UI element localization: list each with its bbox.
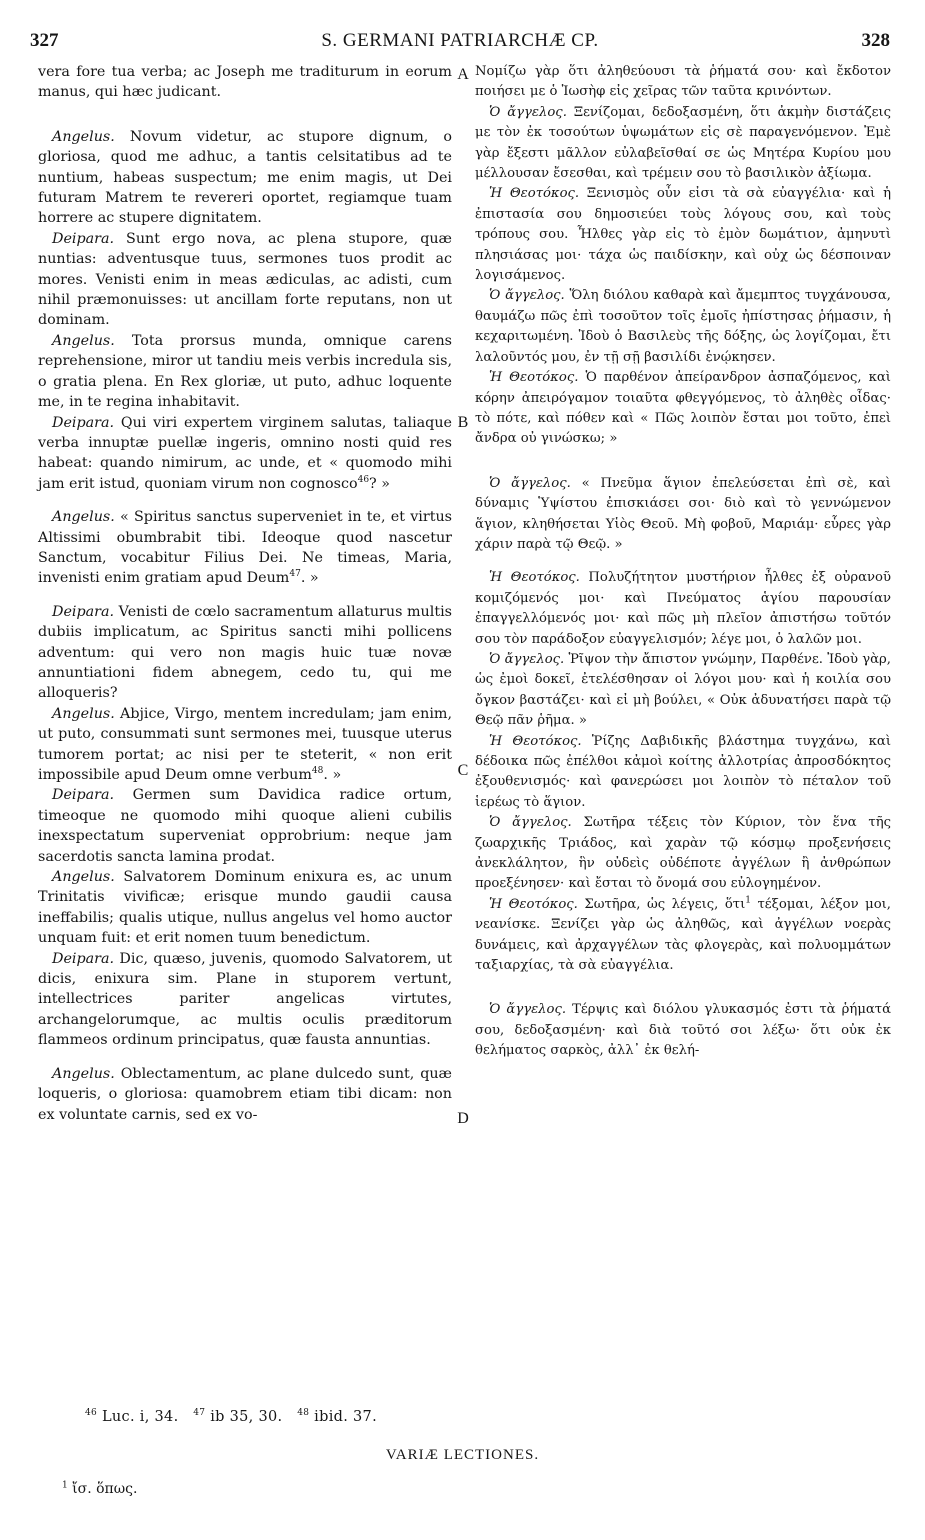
latin-paragraph [38,507,452,589]
footnote-ref: 48 [311,766,324,777]
footnote-ref: 47 [289,569,301,580]
latin-text: Salvatorem Dominum enixura es, ac unum Trinitatis vivificæ; erisque mundo gaudii causa ineffabilis; qualis utique, nullus angelus vel homo auctor unquam fuit: et erit nomen tuum benedictum. [38,869,452,947]
latin-text: Sunt ergo nova, ac plena stupore, quæ nuntias: adventusque tuus, sermones tuos prodit ac mores. Venisti enim in meas ædiculas, ac adisti, cum nihil præmonuisses: ut ancillam forte reputans, non ut dominam. [38,230,452,329]
margin-marker-c: C [457,762,469,779]
speaker-label: Angelus. [52,1065,115,1082]
latin-text: Qui viri expertem virginem salutas, taliaque verba innuptæ puellæ ingeris, omnino nosti quid res habeat: quando nimirum, ac unde, et « quomodo mihi jam erit istud, quoniam virum non cognosco [38,414,452,492]
greek-text: Ξενισμὸς οὖν εἰσι τὰ σὰ εὐαγγέλια· καὶ ἡ ἐπιστασία σου δημοσιεύει τοὺς λόγους σου, καὶ τοὺς τρόπους σου. Ἦλθες γὰρ εἰς τὸ ἐμὸν δωμάτιον, ἀμηνυτὶ πλησιάσας μοι· τάχα ὡς παιδίσκην, καὶ οὐχ ὡς δέσποιναν λογισάμενος. [475,186,891,284]
latin-text-tail: . » [300,570,319,587]
footnote-text: Luc. i, 34. [97,1409,179,1425]
latin-text: Tota prorsus munda, omnique carens reprehensione, miror ut tandiu meis verbis incredula sis, o gratia plena. En Rex gloriæ, ut puto, adhuc loquente me, in te regina inhabitavit. [38,332,452,411]
greek-paragraph [475,568,891,650]
speaker-label: Angelus. [52,509,115,526]
greek-text: Τέρψις καὶ διόλου γλυκασμός ἐστι τὰ ῥήματά σου, δεδοξασμένη· καὶ διὰ τοῦτό σοι λέξω· ὅτι οὐκ ἐκ θελήματος σαρκὸς, ἀλλ᾽ ἐκ θελή- [475,1002,891,1059]
greek-paragraph [475,1000,891,1061]
margin-marker-b: B [457,414,469,431]
footnote [297,1409,377,1425]
greek-paragraph [475,286,891,368]
latin-paragraph [38,127,452,229]
greek-paragraph [475,732,891,814]
footnote-number: 46 [85,1408,98,1419]
greek-paragraph [475,650,891,732]
greek-text: Ξενίζομαι, δεδοξασμένη, ὅτι ἀκμὴν διστάζεις με τὸν ἐκ τοσούτων ὑψωμάτων εἰς σὲ παραγενόμενον. Ἐμὲ γὰρ ἔξεστι μᾶλλον εὐλαβεῖσθαί σε ὡς Μητέρα Κυρίου μου μέλλουσαν ἔσεσθαι, καὶ τρέμειν σου τὸ βασιλικὸν ἀξίωμα. [475,104,891,182]
page-number-right: 328 [861,30,890,51]
greek-text-tail: τέξομαι, λέξον μοι, νεανίσκε. Ξενίζει γὰρ ὡς ἀληθῶς, καὶ ἀγγέλων νοερὰς δυνάμεις, καὶ ἀρχαγγέλων τὰς φλογερὰς, καὶ πολυομμάτων ταξιαρχίας, τὰ σὰ εὐαγγέλια. [475,896,891,974]
latin-text: Abjice, Virgo, mentem incredulam; jam enim, ut puto, consummati sunt sermones mei, tuusque uterus tumorem portat; ac nisi per te steterit, « non erit impossibile apud Deum omne verbum [38,705,452,783]
latin-text: Venisti de cœlo sacramentum allaturus multis dubiis implicatum, ac Spiritus sancti mihi pollicens adventum: qui vero non magis huic tuæ novæ annuntiationi fidem abnegem, cedo tu, qui me alloqueris? [38,603,452,702]
latin-paragraph [38,229,452,331]
speaker-label: Angelus. [52,869,115,886]
variant-text: ἴσ. ὅπως. [67,1481,138,1497]
latin-text: Germen sum Davidica radice ortum, timeoque ne quomodo mihi quoque alieni cubilis inexspectatum superveniat opprobrium: neque jam sacerdotis sancta lamina prodat. [38,787,452,865]
footnote [193,1409,282,1425]
speaker-label: Deipara. [52,787,115,804]
page-header [30,30,890,54]
latin-paragraph [38,704,452,786]
latin-text: vera fore tua verba; ac Joseph me traditurum in eorum manus, qui hæc judicant. [38,64,452,101]
greek-text: Ὅλη διόλου καθαρὰ καὶ ἄμεμπτος τυγχάνουσα, θαυμάζω πῶς ἐπὶ τοσοῦτον τοῖς ἐμοῖς ἠπίστησας ῥήμασιν, ἡ κεχαριτωμένη. Ἰδοὺ ὁ Βασιλεὺς τῆς δόξης, ὡς λογίζομαι, ἔτι λαλοῦντός μου, ἐν τῇ σῇ βασιλίδι ἐνῴκησεν. [475,288,891,365]
speaker-label: Ὁ ἄγγελος. [489,288,565,304]
greek-text: Ῥίζης Δαβιδικῆς βλάστημα τυγχάνω, καὶ δέδοικα πῶς ἐπέλθοι κἀμοὶ κοίτης ἀλλοτρίας ἀπροσδόκητος ἐξουθενισμός· καὶ φανερώσει μοι λοιπὸν τὸ πέταλον τοῦ ἱερέως τὸ ἅγιον. [475,733,891,810]
speaker-label: Ἡ Θεοτόκος. [489,370,579,386]
greek-text: Σωτῆρα τέξεις τὸν Κύριον, τὸν ἕνα τῆς ζωαρχικῆς Τριάδος, καὶ χαρὰν τῷ κόσμῳ προξενήσεις ἀνεκλάλητον, ἣν οὐδεὶς οὐδέποτε ἀγγέλων ἢ ἀνθρώπων προεξένησεν· καὶ ἔσται τὸ ὄνομά σου εὐλογημένον. [475,815,891,892]
speaker-label: Ἡ Θεοτόκος. [489,896,578,912]
speaker-label: Deipara. [52,603,115,620]
speaker-label: Deipara. [52,230,115,247]
speaker-label: Ὁ ἄγγελος. [489,1002,567,1018]
page-number-left: 327 [30,30,59,51]
footnotes [85,1409,377,1425]
variae-lectiones-heading: VARIÆ LECTIONES. [385,1447,540,1463]
margin-marker-a: A [457,66,469,83]
latin-text: Dic, quæso, juvenis, quomodo Salvatorem, ut dicis, enixura sim. Plane in stuporem vertunt, intellectrices pariter angelicas virtutes, archangelorumque, ac multis oculis præditorum flammeos ordinum principatus, quæ fausta annuntias. [38,950,452,1049]
speaker-label: Ἡ Θεοτόκος. [489,733,582,749]
greek-paragraph [475,813,891,895]
speaker-label: Angelus. [52,332,115,349]
greek-text: Πολυζήτητον μυστήριον ἦλθες ἐξ οὐρανοῦ κομιζόμενός μοι· καὶ Πνεύματος ἁγίου παρουσίαν ἐπαγγελλόμενός μοι· καὶ πῶς μὴ πλεῖον ἀπιστήσω τοῦτόν σου τὸν παράδοξον εὐαγγελισμόν; λέγε μοι, ὁ λαλῶν μοι. [475,570,891,647]
latin-text: « Spiritus sanctus superveniet in te, et virtus Altissimi obumbrabit tibi. Ideoque quod nascetur Sanctum, vocabitur Filius Dei. Ne timeas, Maria, invenisti enim gratiam apud Deum [38,509,452,587]
speaker-label: Angelus. [52,705,115,722]
latin-text-tail: . » [323,767,342,783]
greek-text: Ῥῖψον τὴν ἄπιστον γνώμην, Παρθένε. Ἰδοὺ γὰρ, ὡς ἐμοὶ δοκεῖ, ἐτελέσθησαν οἱ λόγοι μου· καὶ ἡ κοιλία σου ὄγκον βαστάζει· καὶ εἰ μὴ βούλει, « Οὐκ ἀδυνατήσει παρὰ τῷ Θεῷ πᾶν ῥῆμα. » [475,651,891,729]
footnote-text: ib 35, 30. [205,1409,283,1425]
footnote-number: 47 [193,1408,206,1419]
latin-text: Novum videtur, ac stupore dignum, o gloriosa, quod me adhuc, a tantis celsitatibus ad te nuntium, habeas suspectum; me enim magis, ut Dei futuram Matrem te revereri oportet, regiamque tuam horrere ac stupere dignitatem. [38,128,452,227]
speaker-label: Deipara. [52,414,115,431]
running-title: S. GERMANI PATRIARCHÆ CP. [321,30,599,51]
speaker-label: Ὁ ἄγγελος. [489,104,567,120]
latin-paragraph [38,949,452,1051]
footnote-text: ibid. 37. [309,1409,377,1425]
greek-paragraph [475,62,891,103]
latin-text-tail: ? » [369,475,391,492]
speaker-label: Ἡ Θεοτόκος. [489,570,580,586]
footnote [85,1409,179,1425]
speaker-label: Ὁ ἄγγελος. [489,651,565,667]
greek-paragraph [475,103,891,185]
speaker-label: Ὁ ἄγγελος. [489,815,572,831]
greek-text: Ὁ παρθένον ἀπείρανδρον ἀσπαζόμενος, καὶ κόρην ἀπειρόγαμον τοιαῦτα φθεγγόμενος, τὸ ἀληθὲς οἶδας· τὸ πότε, καὶ πόθεν καὶ « Πῶς λοιπὸν ἔσται μοι τοῦτο, ἐπεὶ ἄνδρα οὐ γινώσκω; » [475,370,891,447]
speaker-label: Ἡ Θεοτόκος. [489,186,580,202]
speaker-label: Angelus. [52,128,115,145]
greek-paragraph [475,474,891,556]
greek-text: « Πνεῦμα ἅγιον ἐπελεύσεται ἐπὶ σὲ, καὶ δύναμις Ὑψίστου ἐπισκιάσει σοι· διὸ καὶ τὸ γεννώμενον ἅγιον, κληθήσεται Υἱὸς Θεοῦ. Μὴ φοβοῦ, Μαριάμ· εὗρες γὰρ χάριν παρὰ τῷ Θεῷ. » [475,475,891,552]
greek-column [475,62,891,1062]
latin-paragraph [38,413,452,495]
latin-paragraph [38,1064,452,1125]
greek-text: Νομίζω γὰρ ὅτι ἀληθεύουσι τὰ ῥήματά σου· καὶ ἔκδοτον ποιήσει με ὁ Ἰωσὴφ εἰς χεῖρας τῶν ταῦτα κρινόντων. [475,64,891,100]
greek-paragraph [475,895,891,977]
margin-marker-d: D [457,1110,469,1127]
latin-paragraph [38,785,452,867]
footnote-ref: 46 [357,474,370,485]
variant-number: 1 [62,1480,68,1491]
latin-paragraph [38,62,452,103]
greek-paragraph [475,368,891,450]
latin-paragraph [38,867,452,949]
speaker-label: Deipara. [52,950,115,967]
greek-text: Σωτῆρα, ὡς λέγεις, ὅτι [577,896,746,912]
variant-reading [62,1481,137,1497]
latin-text: Oblectamentum, ac plane dulcedo sunt, quæ loqueris, o gloriosa: quamobrem etiam tibi dicam: non ex voluntate carnis, sed ex vo- [38,1065,452,1123]
variant-ref: 1 [745,895,751,906]
latin-paragraph [38,331,452,413]
speaker-label: Ὁ ἄγγελος. [489,475,571,491]
latin-paragraph [38,602,452,704]
footnote-number: 48 [297,1408,310,1419]
greek-paragraph [475,184,891,286]
latin-column [38,62,452,1125]
